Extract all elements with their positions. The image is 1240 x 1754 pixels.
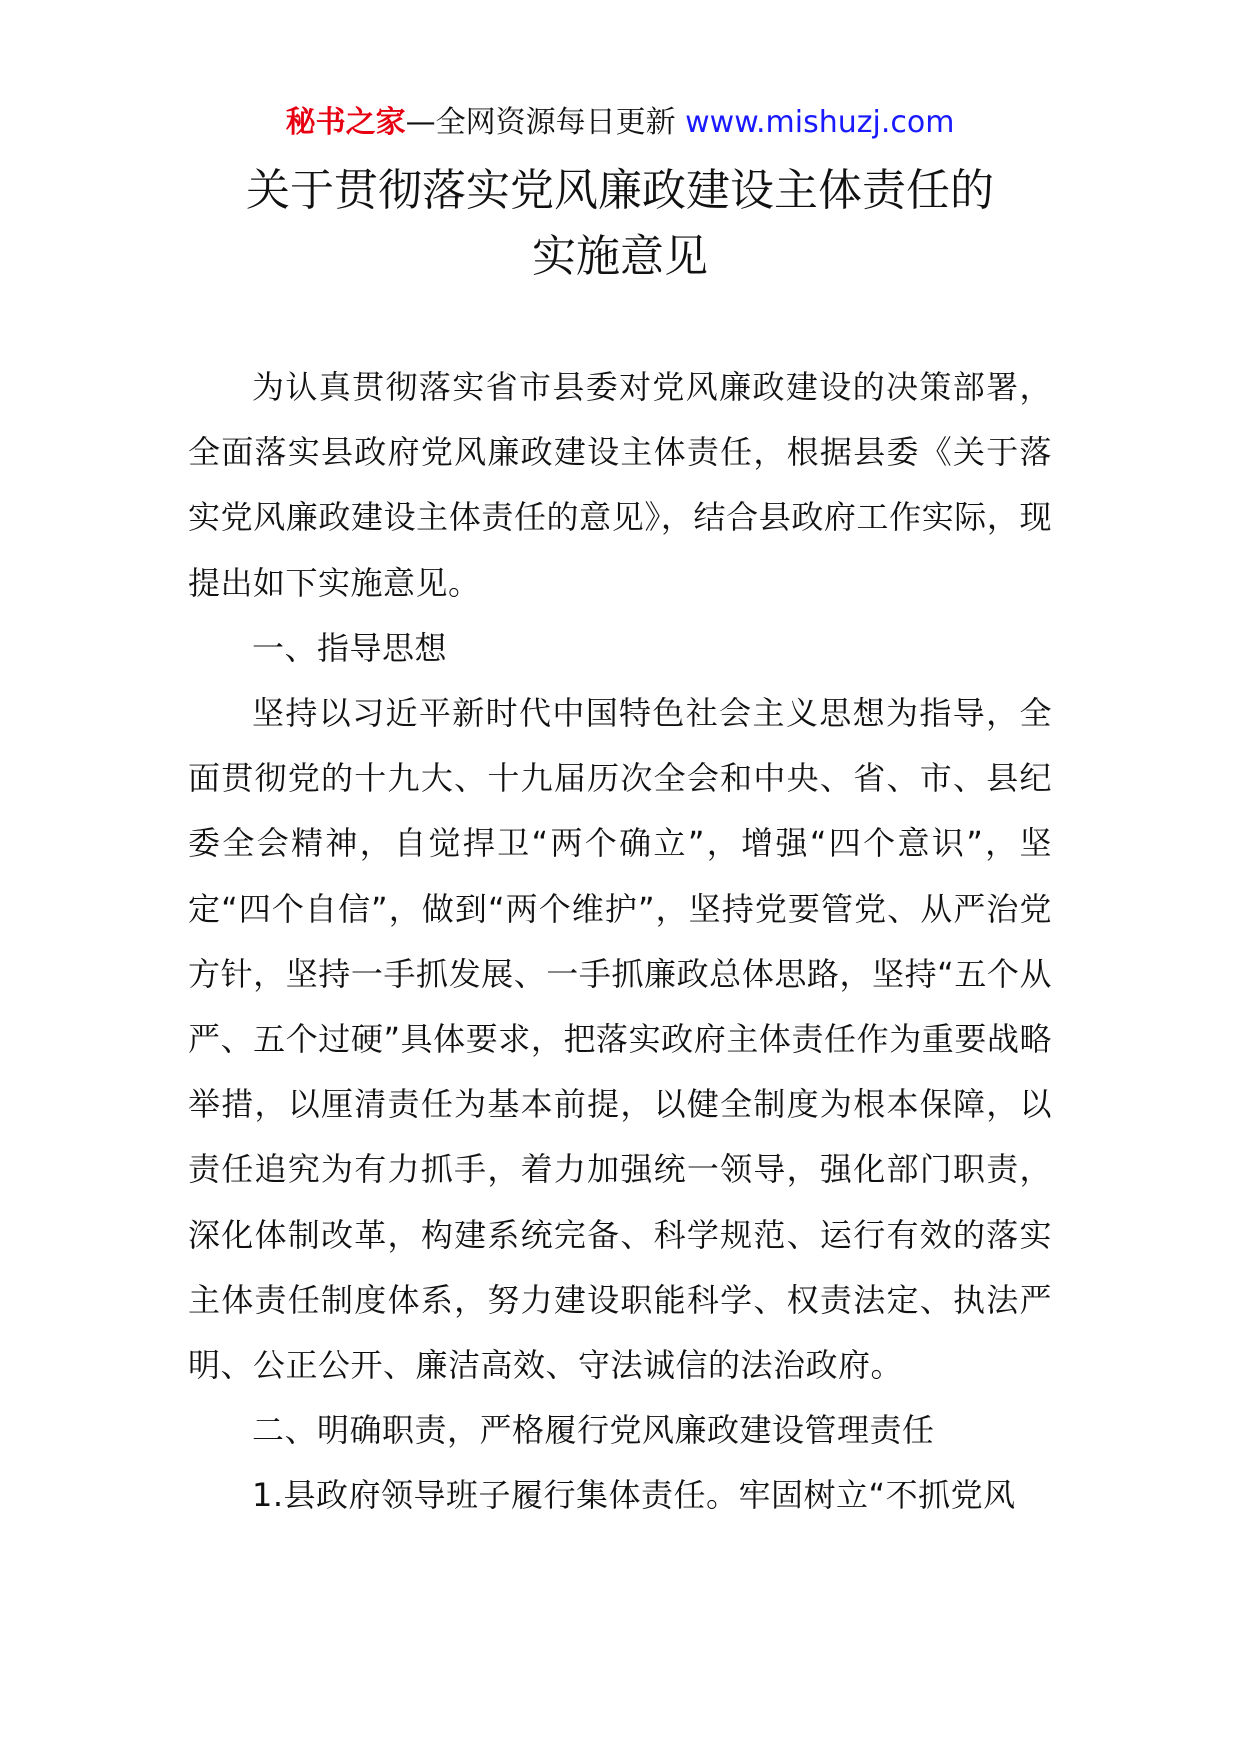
- site-slogan: —全网资源每日更新: [405, 105, 676, 140]
- document-title: [0, 158, 1240, 290]
- title-line-2: 实施意见: [532, 231, 708, 282]
- section-heading-1: 一、指导思想: [252, 628, 448, 667]
- site-url-link[interactable]: www.mishuzj.com: [685, 105, 955, 140]
- paragraph-intro: 为认真贯彻落实省市县委对党风廉政建设的决策部署，全面落实县政府党风廉政建设主体责任，根据县委《关于落实党风廉政建设主体责任的意见》，结合县政府工作实际，现提出如下实施意见。: [188, 368, 1052, 602]
- section-heading-2: 二、明确职责，严格履行党风廉政建设管理责任: [252, 1411, 935, 1450]
- site-header: [0, 103, 1240, 143]
- site-brand: 秘书之家: [285, 105, 406, 140]
- title-line-1: 关于贯彻落实党风廉政建设主体责任的: [246, 165, 994, 216]
- document-body: [188, 355, 1052, 1529]
- paragraph-guiding-thought: 坚持以习近平新时代中国特色社会主义思想为指导，全面贯彻党的十九大、十九届历次全会和中央、省、市、县纪委全会精神，自觉捍卫“两个确立”，增强“四个意识”，坚定“四个自信”，做到“两个维护”，坚持党要管党、从严治党方针，坚持一手抓发展、一手抓廉政总体思路，坚持“五个从严、五个过硬”具体要求，把落实政府主体责任作为重要战略举措，以厘清责任为基本前提，以健全制度为根本保障，以责任追究为有力抓手，着力加强统一领导，强化部门职责，深化体制改革，构建系统完备、科学规范、运行有效的落实主体责任制度体系，努力建设职能科学、权责法定、执法严明、公正公开、廉洁高效、守法诚信的法治政府。: [188, 694, 1052, 1385]
- paragraph-item-1: 1.县政府领导班子履行集体责任。牢固树立“不抓党风: [252, 1476, 1016, 1515]
